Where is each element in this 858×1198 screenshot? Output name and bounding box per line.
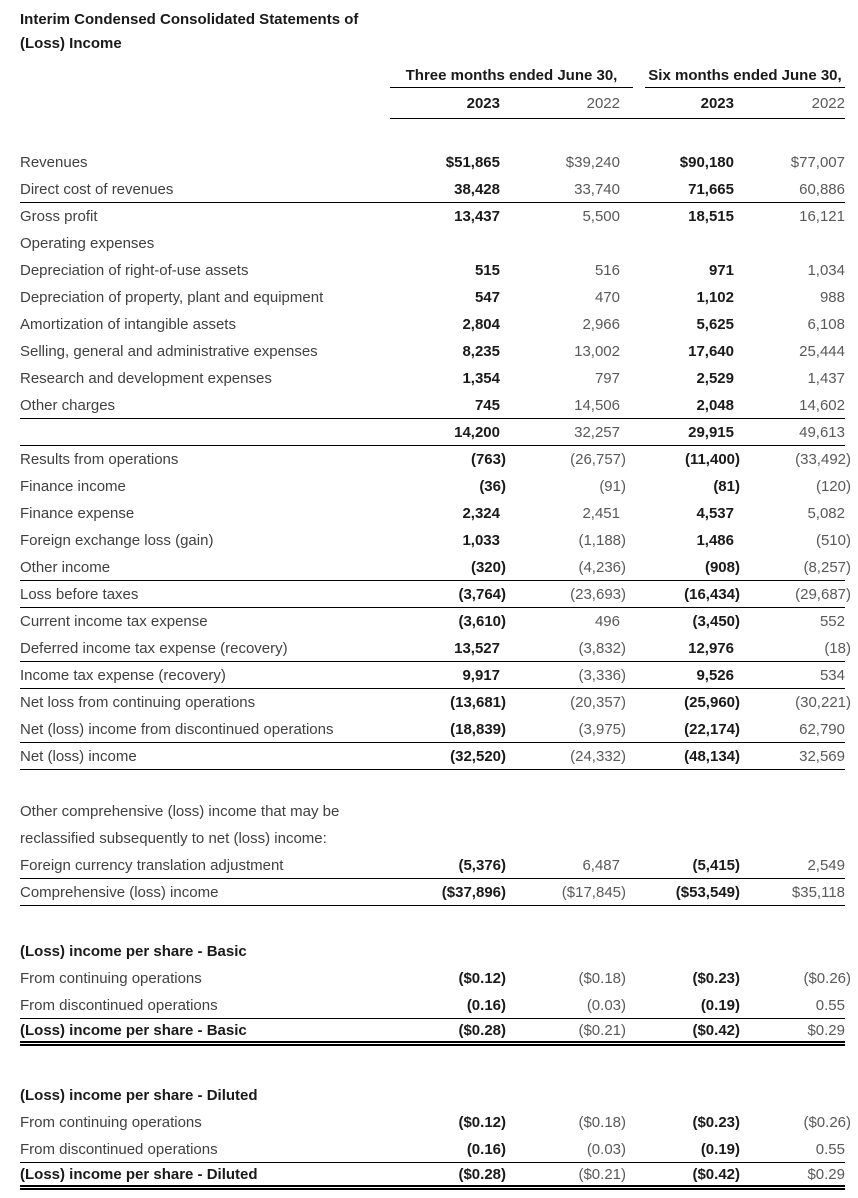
table-row [20,554,851,581]
statement-header [20,8,845,56]
value-6mo-2022: ($0.26) [803,1114,851,1131]
value-3mo-2023: (36) [479,478,506,495]
value-6mo-2022: ($0.26) [803,970,851,987]
value-3mo-2022: ($0.18) [578,970,626,987]
row-label: Depreciation of property, plant and equipment [20,289,324,306]
value-6mo-2023: ($53,549) [675,883,740,901]
table-row [20,662,845,689]
row-label: Net (loss) income [20,747,137,765]
value-6mo-2022: 16,121 [799,208,845,225]
row-label: (Loss) income per share - Basic [20,943,247,960]
row-label: Revenues [20,154,88,171]
row-label: Results from operations [20,451,179,468]
table-row [20,419,845,446]
table-row [20,1109,851,1136]
value-3mo-2022: 516 [594,262,620,279]
value-6mo-2023: (3,450) [692,613,740,630]
value-6mo-2023: (48,134) [684,747,740,765]
table-row [20,798,845,825]
value-3mo-2023: 8,235 [462,343,500,360]
value-3mo-2022: 33,740 [574,180,620,198]
value-3mo-2022: (91) [599,478,626,495]
value-6mo-2022: (33,492) [795,451,851,468]
value-6mo-2023: (908) [704,558,740,576]
row-label: Comprehensive (loss) income [20,883,219,901]
income-statement-table [20,67,851,1190]
table-row [20,527,851,554]
value-3mo-2022: 797 [594,370,620,387]
value-3mo-2022: 2,966 [582,316,620,333]
value-3mo-2023: (13,681) [450,694,506,711]
table-row [20,230,845,257]
value-3mo-2023: (3,764) [458,585,506,603]
value-3mo-2022: (24,332) [570,747,626,765]
value-6mo-2022: 2,549 [807,856,845,874]
value-3mo-2022: (3,975) [578,720,626,738]
value-6mo-2022: $0.29 [807,1165,845,1183]
year-header-spacer [20,88,390,119]
row-label: Other comprehensive (loss) income that may be [20,803,340,820]
year-header-6mo-2023: 2023 [700,95,734,112]
value-6mo-2023: (22,174) [684,720,740,738]
row-label: Research and development expenses [20,370,272,387]
row-label: Depreciation of right-of-use assets [20,262,249,279]
table-row [20,716,845,743]
value-3mo-2023: ($0.12) [458,970,506,987]
value-3mo-2023: (0.16) [466,996,506,1014]
row-label: Deferred income tax expense (recovery) [20,639,288,657]
value-3mo-2023: ($0.12) [458,1114,506,1131]
value-3mo-2023: ($0.28) [458,1165,506,1183]
table-row [20,149,845,176]
value-3mo-2023: 38,428 [454,180,500,198]
value-3mo-2022: (3,832) [578,639,626,657]
row-label: From discontinued operations [20,996,218,1014]
value-6mo-2023: ($0.42) [692,1165,740,1183]
value-3mo-2022: 13,002 [574,343,620,360]
table-row [20,852,845,879]
table-row [20,992,845,1019]
table-row [20,635,851,662]
row-label: (Loss) income per share - Diluted [20,1087,258,1104]
value-6mo-2023: 29,915 [688,423,734,441]
table-row [20,203,845,230]
value-3mo-2022: 496 [594,613,620,630]
value-3mo-2022: 5,500 [582,208,620,225]
value-3mo-2022: ($0.21) [578,1165,626,1183]
value-6mo-2022: 0.55 [815,1140,845,1158]
value-6mo-2022: $77,007 [790,154,845,171]
value-3mo-2022: ($0.21) [578,1021,626,1039]
table-body [20,149,851,1190]
value-6mo-2023: (5,415) [692,856,740,874]
col-group-six-months: Six months ended June 30, [645,67,845,88]
table-row [20,965,851,992]
table-row [20,825,845,852]
table-row [20,365,845,392]
table-row [20,446,851,473]
value-6mo-2022: 1,034 [807,262,845,279]
row-label: (Loss) income per share - Diluted [20,1165,258,1183]
value-3mo-2023: 2,324 [462,505,500,522]
value-6mo-2023: ($0.23) [692,970,740,987]
value-6mo-2022: (8,257) [803,558,851,576]
value-3mo-2023: ($0.28) [458,1021,506,1039]
value-6mo-2022: 14,602 [799,396,845,414]
row-label: Foreign exchange loss (gain) [20,532,214,549]
value-6mo-2023: (0.19) [700,1140,740,1158]
value-6mo-2022: 60,886 [799,180,845,198]
value-6mo-2022: 25,444 [799,343,845,360]
value-3mo-2022: (3,336) [578,666,626,684]
row-label: Foreign currency translation adjustment [20,856,284,874]
table-row [20,338,845,365]
value-3mo-2023: (763) [470,451,506,468]
row-label: Gross profit [20,208,98,225]
value-3mo-2022: 2,451 [582,505,620,522]
row-label: Income tax expense (recovery) [20,666,226,684]
value-6mo-2023: (16,434) [684,585,740,603]
row-label: Direct cost of revenues [20,180,174,198]
value-6mo-2022: 988 [819,289,845,306]
row-label: Finance expense [20,505,135,522]
value-6mo-2022: 49,613 [799,423,845,441]
value-6mo-2022: (29,687) [795,585,851,603]
value-3mo-2022: (26,757) [570,451,626,468]
value-6mo-2022: 5,082 [807,505,845,522]
value-6mo-2023: 71,665 [688,180,734,198]
value-3mo-2022: 32,257 [574,423,620,441]
value-6mo-2022: 534 [819,666,845,684]
value-6mo-2023: 4,537 [696,505,734,522]
value-6mo-2023: 12,976 [688,639,734,657]
value-3mo-2023: 2,804 [462,316,500,333]
row-label: Selling, general and administrative expenses [20,343,318,360]
value-3mo-2022: ($0.18) [578,1114,626,1131]
value-6mo-2023: 17,640 [688,343,734,360]
row-label: reclassified subsequently to net (loss) income: [20,830,327,847]
value-6mo-2023: ($0.23) [692,1114,740,1131]
value-6mo-2022: $35,118 [791,883,845,901]
row-label: Other income [20,558,111,576]
row-label: Net loss from continuing operations [20,694,256,711]
statement-title-line-1: Interim Condensed Consolidated Statements of [20,11,359,28]
value-6mo-2022: $0.29 [807,1021,845,1039]
value-6mo-2023: 1,102 [696,289,734,306]
table-row [20,879,845,906]
row-label: From discontinued operations [20,1140,218,1158]
value-3mo-2022: 470 [594,289,620,306]
value-6mo-2023: 2,048 [696,396,734,414]
table-row [20,743,845,770]
value-3mo-2022: (0.03) [586,1140,626,1158]
value-6mo-2022: (510) [815,532,851,549]
year-header-3mo-2023: 2023 [466,95,500,112]
table-row [20,311,845,338]
table-row [20,500,845,527]
value-6mo-2023: (81) [713,478,740,495]
table-row [20,581,851,608]
year-header-row [20,88,845,119]
value-3mo-2022: 14,506 [574,396,620,414]
table-row [20,1163,845,1190]
col-group-three-months: Three months ended June 30, [390,67,633,88]
table-row [20,1136,845,1163]
row-label: (Loss) income per share - Basic [20,1021,247,1039]
value-6mo-2022: (18) [824,639,851,657]
value-3mo-2023: $51,865 [445,154,500,171]
row-label: Operating expenses [20,235,155,252]
value-3mo-2022: $39,240 [565,154,620,171]
table-row [20,284,845,311]
table-row [20,1019,845,1046]
value-3mo-2023: (320) [470,558,506,576]
statement-title-line-2: (Loss) Income [20,35,122,52]
value-6mo-2022: 6,108 [807,316,845,333]
table-row [20,608,845,635]
value-6mo-2023: (25,960) [684,694,740,711]
year-header-cells [390,88,845,119]
value-3mo-2022: (4,236) [578,558,626,576]
value-3mo-2023: 13,437 [454,208,500,225]
year-header-6mo-2022: 2022 [811,95,845,112]
table-row [20,176,845,203]
value-3mo-2023: 13,527 [454,639,500,657]
value-6mo-2022: 0.55 [815,996,845,1014]
value-3mo-2023: 1,033 [462,532,500,549]
row-label: Net (loss) income from discontinued operations [20,720,334,738]
table-row [20,257,845,284]
value-3mo-2023: 9,917 [462,666,500,684]
row-label: From continuing operations [20,1114,202,1131]
table-row [20,392,845,419]
value-3mo-2023: 745 [474,396,500,414]
value-3mo-2023: 547 [474,289,500,306]
value-3mo-2022: ($17,845) [561,883,626,901]
value-6mo-2023: 1,486 [696,532,734,549]
value-3mo-2022: (0.03) [586,996,626,1014]
value-3mo-2023: (0.16) [466,1140,506,1158]
row-label: From continuing operations [20,970,202,987]
value-6mo-2022: 32,569 [799,747,845,765]
value-3mo-2022: (1,188) [578,532,626,549]
value-3mo-2022: (23,693) [570,585,626,603]
value-3mo-2023: (32,520) [450,747,506,765]
year-header-3mo-2022: 2022 [586,95,620,112]
value-6mo-2022: 1,437 [807,370,845,387]
value-3mo-2023: (5,376) [458,856,506,874]
value-6mo-2022: 62,790 [799,720,845,738]
value-6mo-2023: (11,400) [684,451,740,468]
value-6mo-2022: 552 [819,613,845,630]
row-label: Other charges [20,396,116,414]
row-label: Amortization of intangible assets [20,316,236,333]
table-row [20,473,851,500]
value-3mo-2023: (18,839) [450,720,506,738]
value-3mo-2022: 6,487 [582,856,620,874]
row-label: Current income tax expense [20,613,208,630]
value-6mo-2023: 9,526 [696,666,734,684]
value-6mo-2023: 2,529 [696,370,734,387]
table-row [20,938,845,965]
value-6mo-2022: (120) [815,478,851,495]
value-3mo-2023: 14,200 [454,423,500,441]
value-3mo-2023: 1,354 [462,370,500,387]
value-6mo-2023: 5,625 [696,316,734,333]
table-row [20,689,851,716]
table-row [20,1082,845,1109]
value-6mo-2023: (0.19) [700,996,740,1014]
value-3mo-2023: ($37,896) [441,883,506,901]
value-3mo-2023: (3,610) [458,613,506,630]
value-6mo-2023: ($0.42) [692,1021,740,1039]
value-3mo-2023: 515 [474,262,500,279]
column-group-header-row [20,67,845,88]
value-6mo-2023: $90,180 [679,154,734,171]
row-label: Finance income [20,478,126,495]
value-6mo-2022: (30,221) [795,694,851,711]
value-3mo-2022: (20,357) [570,694,626,711]
value-6mo-2023: 971 [708,262,734,279]
value-6mo-2023: 18,515 [688,208,734,225]
row-label: Loss before taxes [20,585,139,603]
